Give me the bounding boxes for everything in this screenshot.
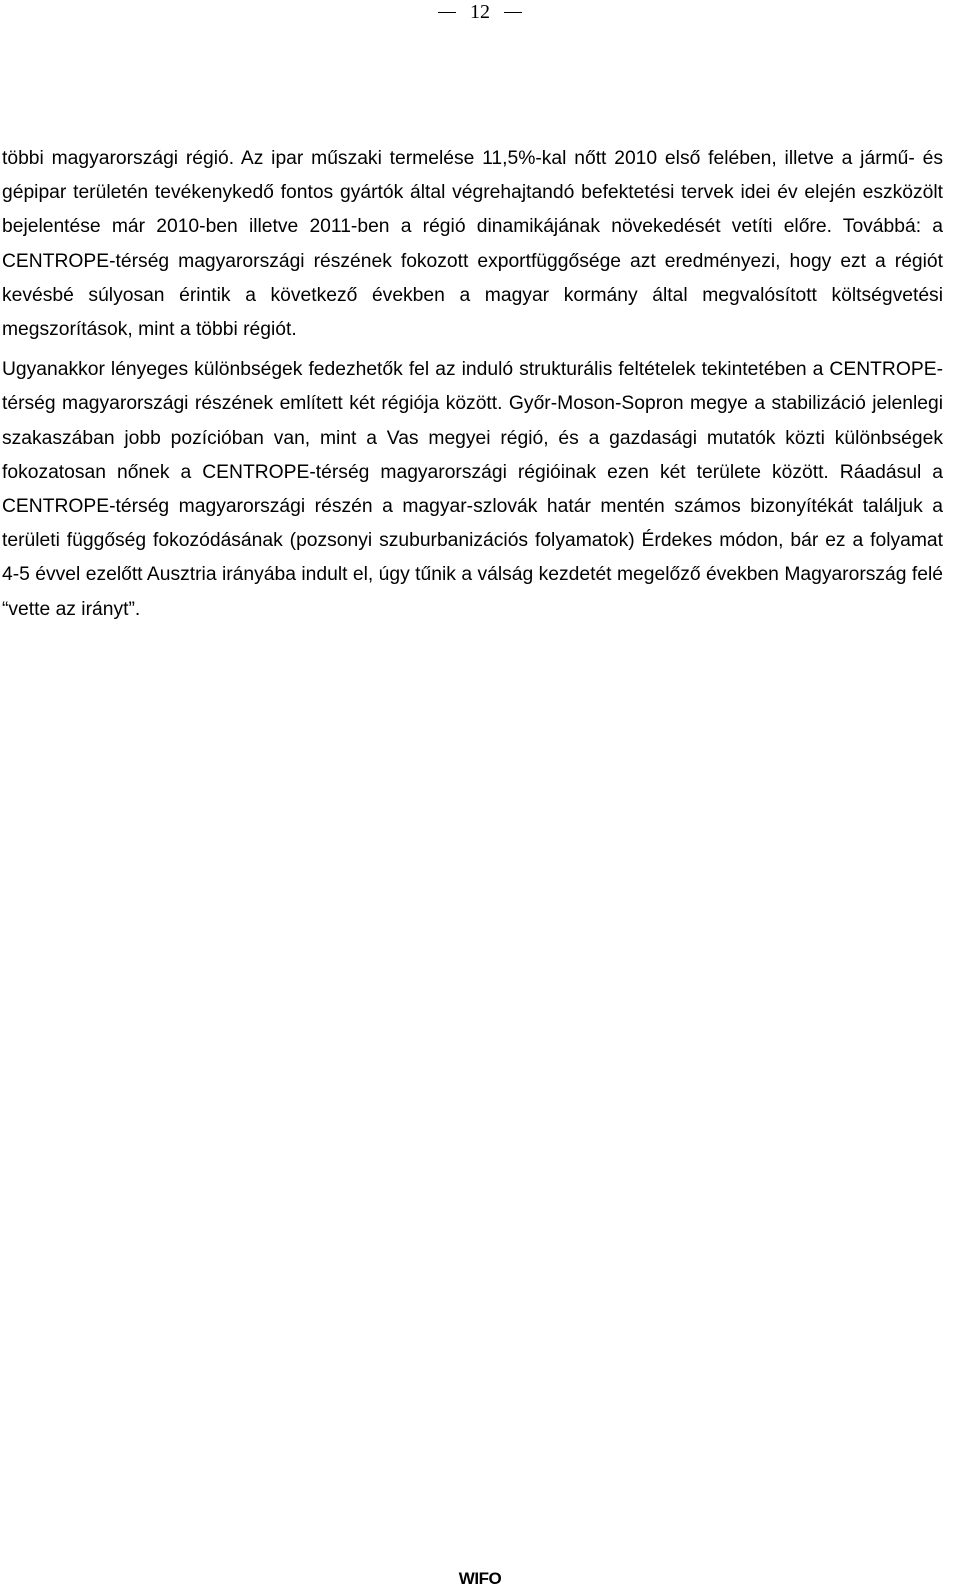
body-text <box>2 142 943 627</box>
page-header <box>0 0 960 24</box>
header-dash-left <box>438 12 456 13</box>
wifo-logo: WIFO <box>458 1569 502 1588</box>
page-number: 12 <box>470 1 490 24</box>
paragraph-2: Ugyanakkor lényeges különbségek fedezhetők fel az induló strukturális feltételek tekintetében a CENTROPE-térség magyarországi részének említett két régiója között. Győr-Moson-Sopron megye a stabilizáció jelenlegi szakaszában jobb pozícióban van, mint a Vas megyei régió, és a gazdasági mutatók közti különbségek fokozatosan nőnek a CENTROPE-térség magyarországi régióinak ezen két területe között. Ráadásul a CENTROPE-térség magyarországi részén a magyar-szlovák határ mentén számos bizonyítékát találjuk a területi függőség fokozódásának (pozsonyi szuburbanizációs folyamatok) Érdekes módon, bár ez a folyamat 4-5 évvel ezelőtt Ausztria irányába indult el, úgy tűnik a válság kezdetét megelőző években Magyarország felé “vette az irányt”. <box>2 359 943 620</box>
header-dash-right <box>504 12 522 13</box>
paragraph-1: többi magyarországi régió. Az ipar műszaki termelése 11,5%-kal nőtt 2010 első felében, illetve a jármű- és gépipar területén tevékenykedő fontos gyártók által végrehajtandó befektetési tervek idei év elején eszközölt bejelentése már 2010-ben illetve 2011-ben a régió dinamikájának növekedését vetíti előre. Továbbá: a CENTROPE-térség magyarországi részének fokozott exportfüggősége azt eredményezi, hogy ezt a régiót kevésbé súlyosan érintik a következő években a magyar kormány által megvalósított költségvetési megszorítások, mint a többi régiót. <box>2 148 943 341</box>
